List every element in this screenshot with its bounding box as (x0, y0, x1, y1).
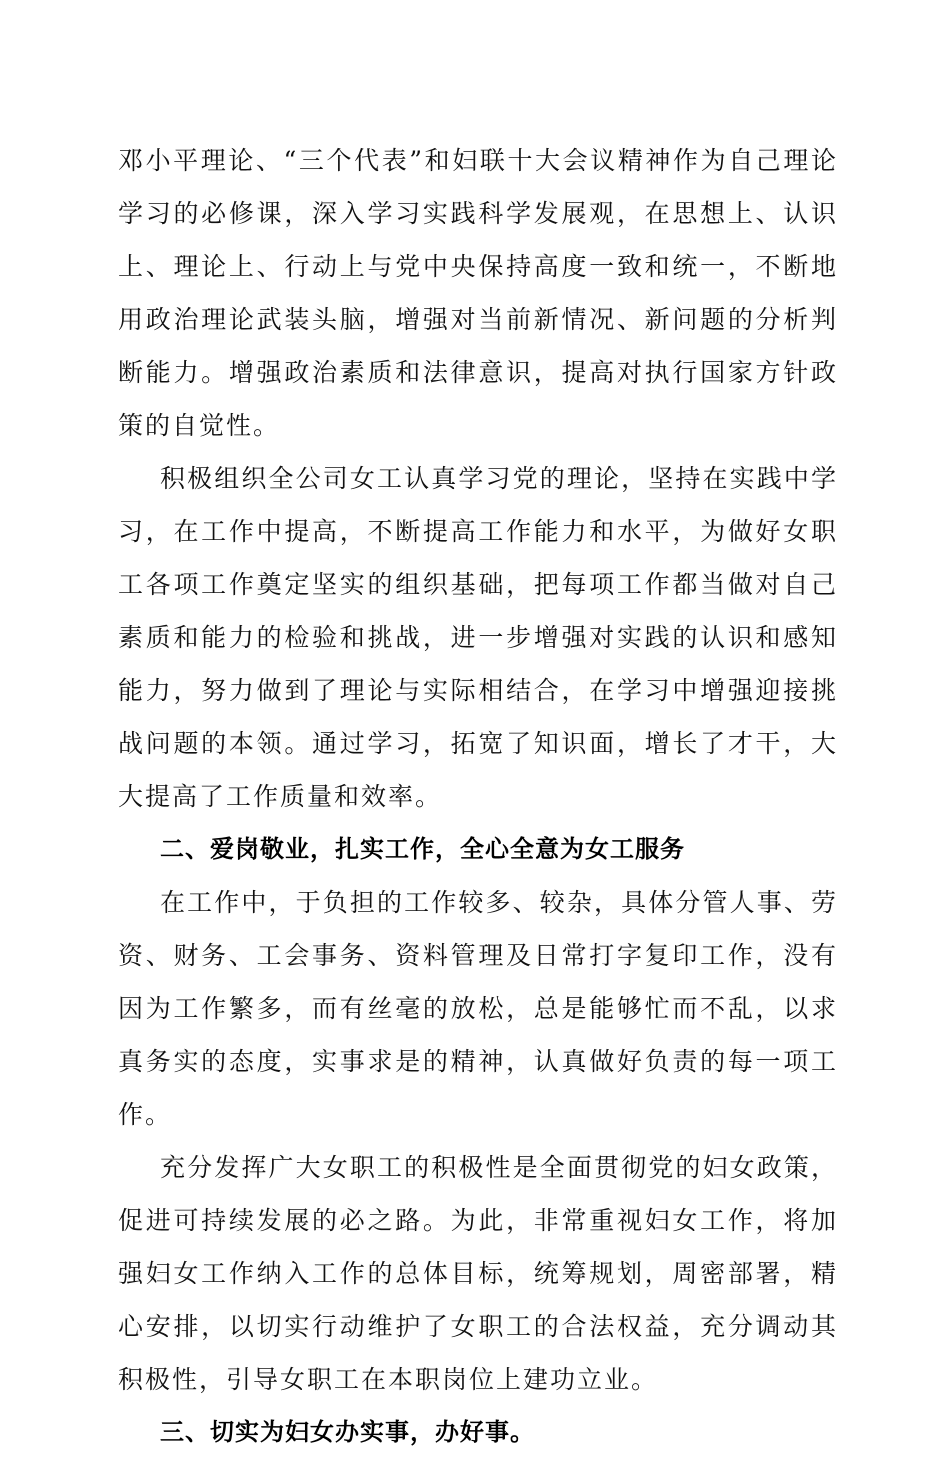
paragraph-theory-study: 邓小平理论、“三个代表”和妇联十大会议精神作为自己理论学习的必修课，深入学习实践科学发展观，在思想上、认识上、理论上、行动上与党中央保持高度一致和统一，不断地用政治理论武装头脑，增强对当前新情况、新问题的分析判断能力。增强政治素质和法律意识，提高对执行国家方针政策的自觉性。 (118, 146, 838, 440)
paragraph-female-workers: 充分发挥广大女职工的积极性是全面贯彻党的妇女政策，促进可持续发展的必之路。为此，非常重视妇女工作，将加强妇女工作纳入工作的总体目标，统筹规划，周密部署，精心安排，以切实行动维护了女职工的合法权益，充分调动其积极性，引导女职工在本职岗位上建功立业。 (118, 1153, 838, 1394)
paragraph-work-duties: 在工作中，于负担的工作较多、较杂，具体分管人事、劳资、财务、工会事务、资料管理及日常打字复印工作，没有因为工作繁多，而有丝毫的放松，总是能够忙而不乱，以求真务实的态度，实事求是的精神，认真做好负责的每一项工作。 (118, 888, 838, 1129)
section-heading-3: 三、切实为妇女办实事，办好事。 (160, 1418, 535, 1446)
section-heading-2: 二、爱岗敬业，扎实工作，全心全意为女工服务 (160, 835, 685, 863)
document-body (118, 134, 838, 1459)
paragraph-organize-study: 积极组织全公司女工认真学习党的理论，坚持在实践中学习，在工作中提高，不断提高工作能力和水平，为做好女职工各项工作奠定坚实的组织基础，把每项工作都当做对自己素质和能力的检验和挑战，进一步增强对实践的认识和感知能力，努力做到了理论与实际相结合，在学习中增强迎接挑战问题的本领。通过学习，拓宽了知识面，增长了才干，大大提高了工作质量和效率。 (118, 464, 838, 811)
